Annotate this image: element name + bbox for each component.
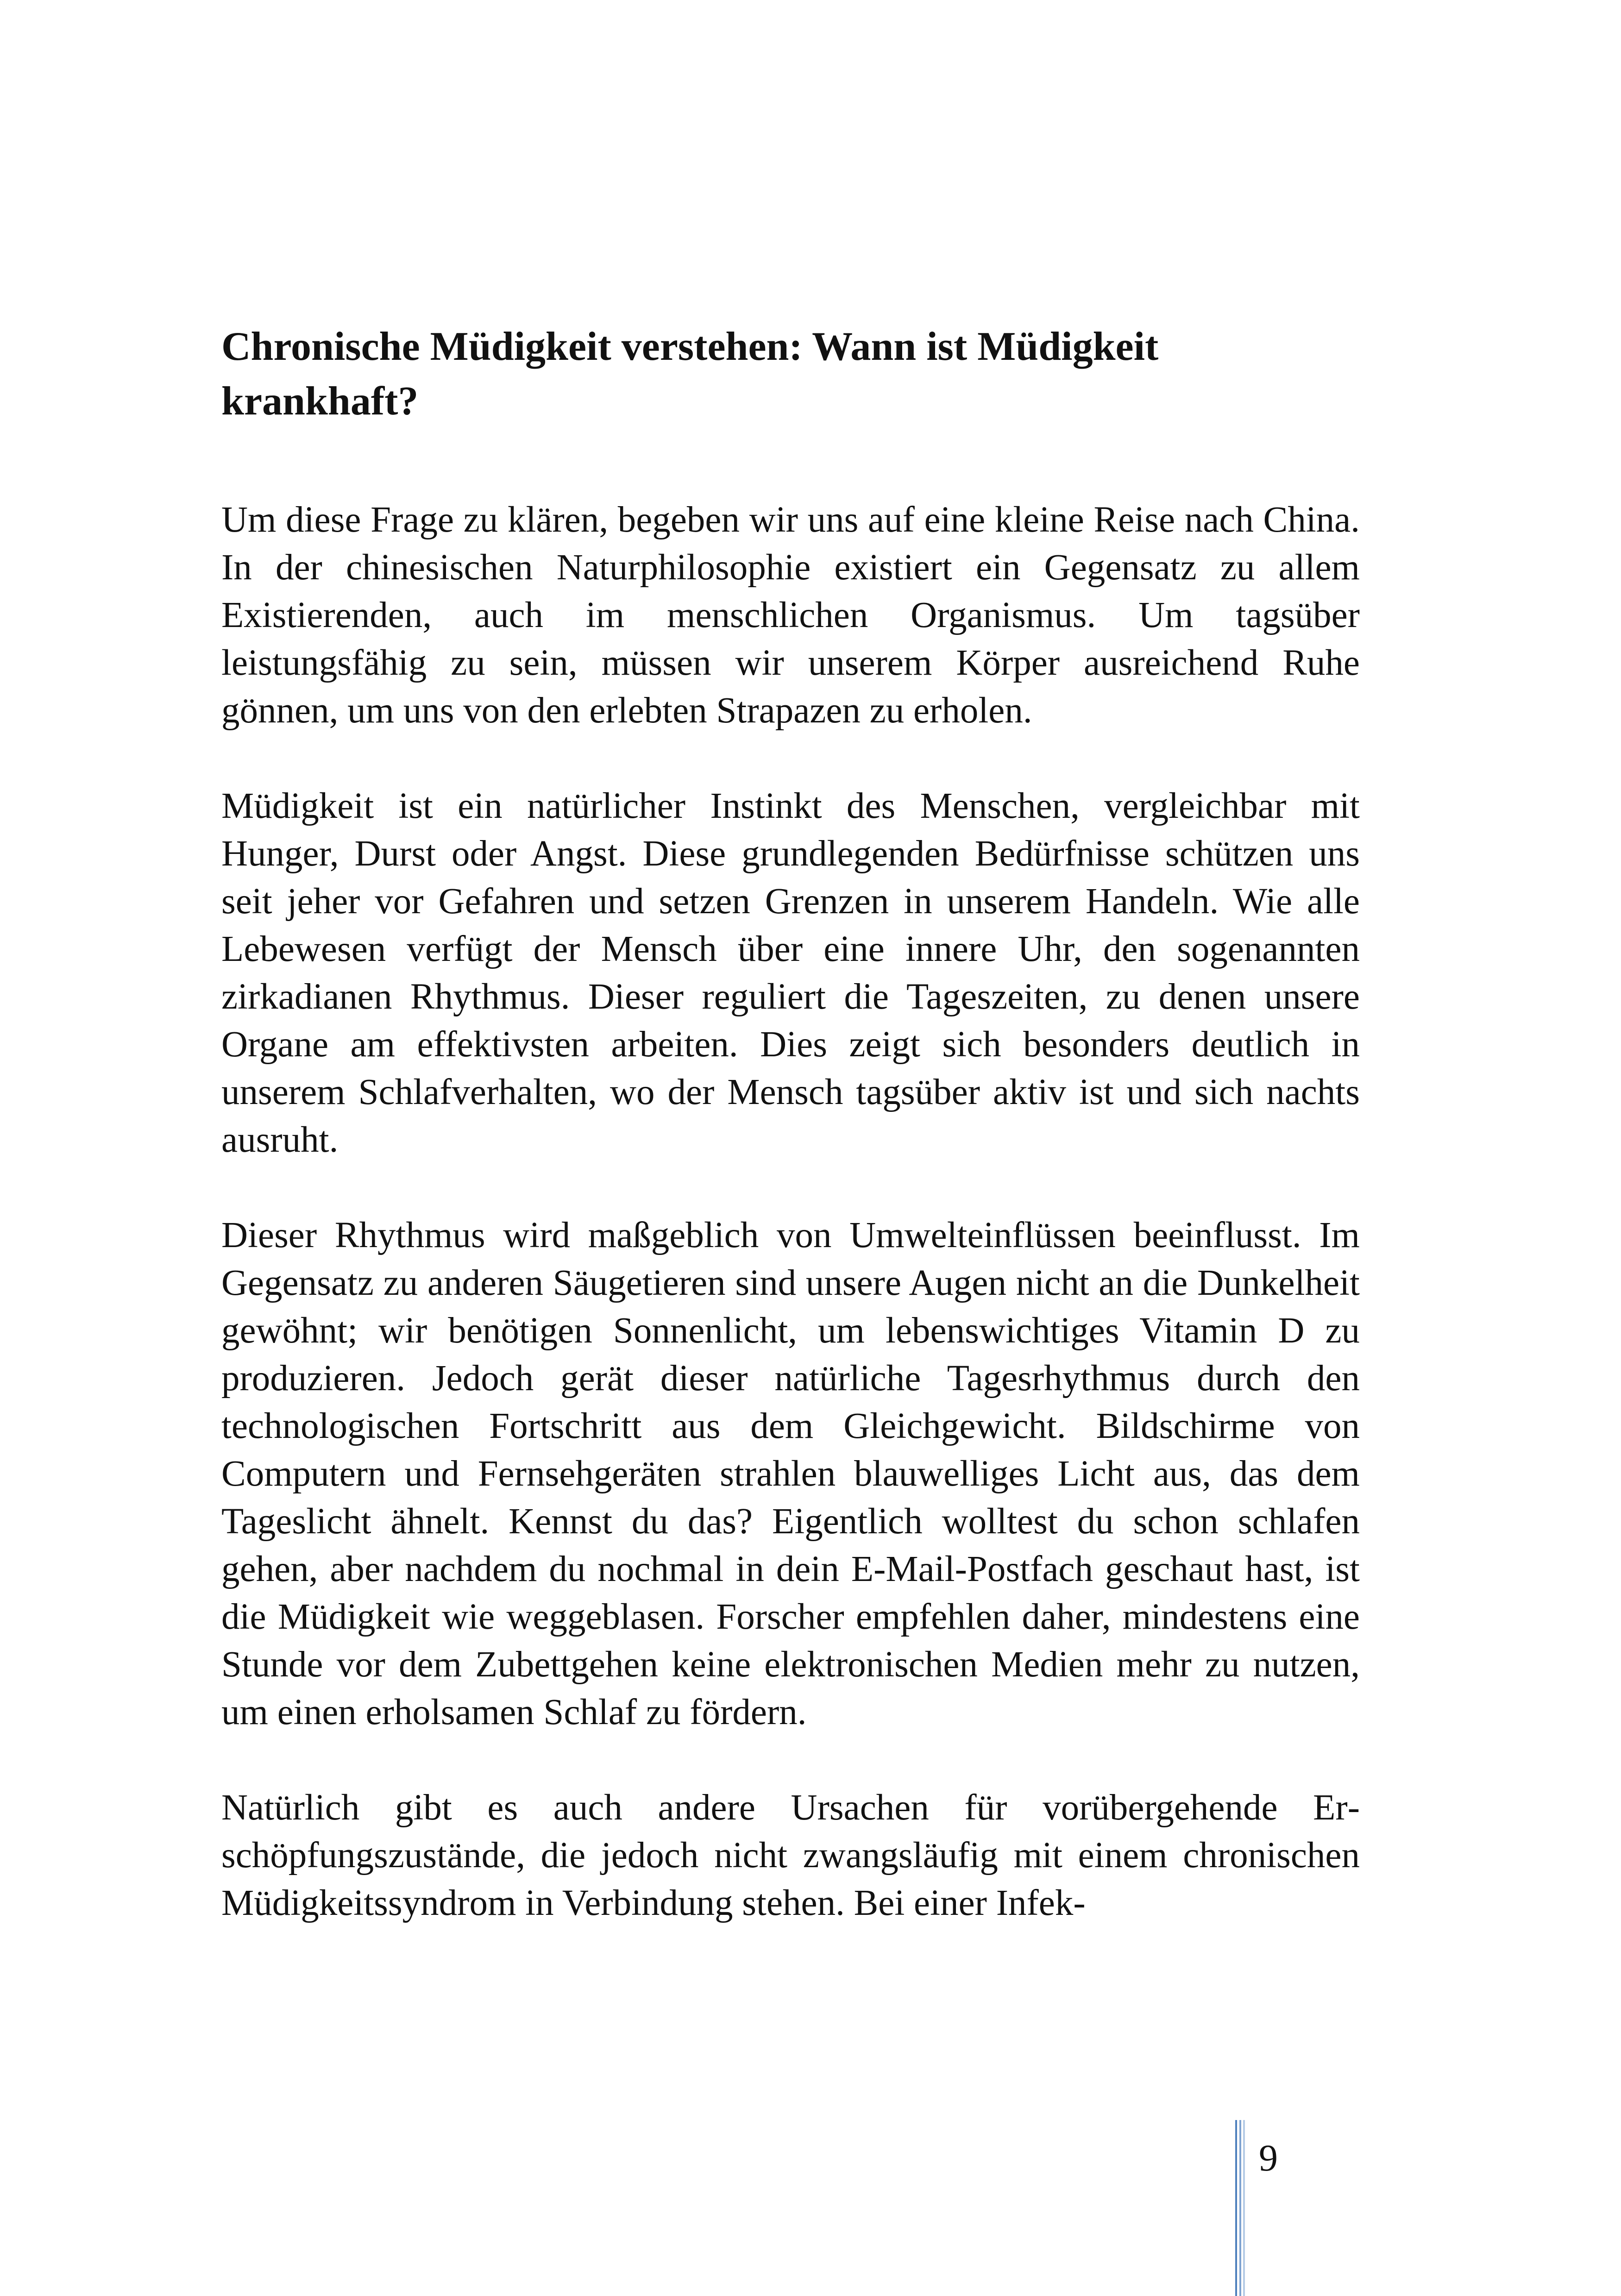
paragraph-3: Dieser Rhythmus wird maßgeblich von Umwelteinflüssen beeinflusst. Im Gegensatz zu anderen Säugetieren sind unsere Augen nicht an die Dunkelheit gewöhnt; wir benötigen Sonnenlicht, um lebenswichtiges Vitamin D zu produzieren. Jedoch gerät dieser natürliche Tagesrhythmus durch den technologischen Fortschritt aus dem Gleichgewicht. Bildschirme von Computern und Fernsehgeräten strahlen blauwelliges Licht aus, das dem Tageslicht ähnelt. Kennst du das? Eigentlich wolltest du schon schlafen gehen, aber nachdem du nochmal in dein E-Mail-Postfach geschaut hast, ist die Müdigkeit wie weggeblasen. Forscher empfehlen daher, mindestens eine Stunde vor dem Zubettgehen keine elektronischen Medien mehr zu nutzen, um einen erholsamen Schlaf zu fördern. xyxy=(221,1215,1360,1732)
paragraph-1: Um diese Frage zu klären, begeben wir uns auf eine kleine Reise nach China. In der chinesischen Naturphilosophie existiert ein Gegensatz zu allem Existierenden, auch im menschlichen Organismus. Um tagsüber leistungsfähig zu sein, müssen wir unserem Körper ausreichend Ruhe gönnen, um uns von den erlebten Strapazen zu erholen. xyxy=(221,500,1360,731)
text-body xyxy=(221,320,1360,1927)
chapter-heading: Chronische Müdigkeit verstehen: Wann ist Müdigkeit krankhaft? xyxy=(221,324,1159,424)
paragraph-2: Müdigkeit ist ein natürlicher Instinkt des Menschen, vergleichbar mit Hunger, Durst oder Angst. Diese grundlegenden Bedürfnisse schützen uns seit jeher vor Gefahren und setzen Grenzen in unserem Handeln. Wie alle Lebewesen verfügt der Mensch über eine innere Uhr, den sogenannten zirkadianen Rhythmus. Dieser reguliert die Tageszeiten, zu denen unsere Organe am effektivsten arbeiten. Dies zeigt sich besonders deutlich in unserem Schlafverhalten, wo der Mensch tagsüber aktiv ist und sich nachts ausruht. xyxy=(221,786,1360,1160)
page-number-rule xyxy=(1235,2120,1245,2296)
page-number: 9 xyxy=(1259,2137,1278,2179)
paragraph-4: Natürlich gibt es auch andere Ursachen für vorübergehende Erschöpfungszustände, die jedoch nicht zwangsläufig mit einem chronischen Müdigkeitssyndrom in Verbindung stehen. Bei einer Infek- xyxy=(221,1788,1360,1923)
